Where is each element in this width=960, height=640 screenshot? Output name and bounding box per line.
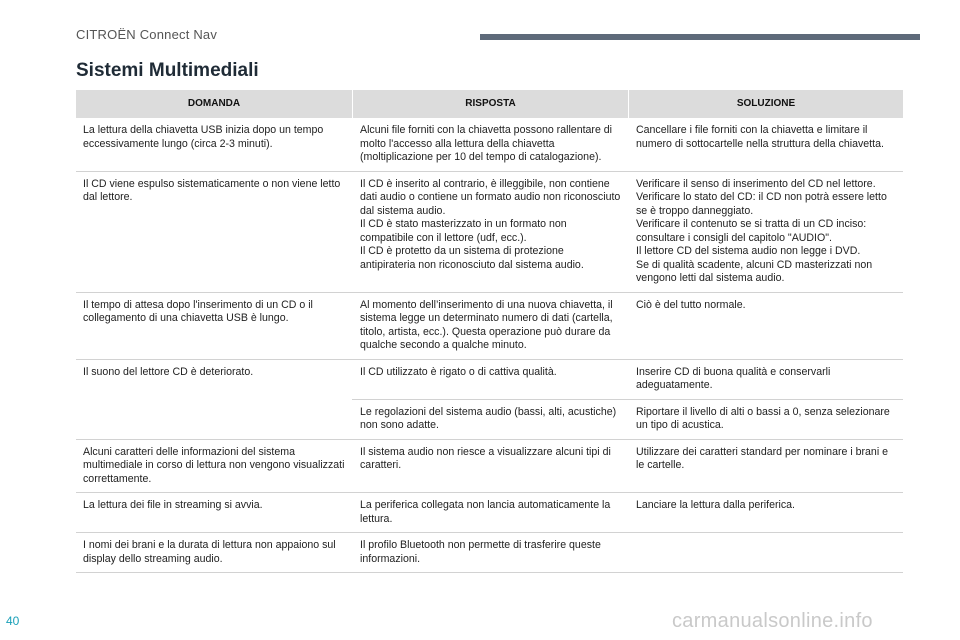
column-header-risposta: RISPOSTA (352, 90, 628, 118)
solution-cell (628, 533, 903, 572)
table-row (76, 533, 903, 573)
question-cell: Alcuni caratteri delle informazioni del sistema multimediale in corso di lettura non vengono visualizzati correttamente. (83, 445, 345, 485)
column-header-soluzione: SOLUZIONE (628, 90, 903, 118)
question-cell: Il tempo di attesa dopo l'inserimento di un CD o il collegamento di una chiavetta USB è lungo. (83, 298, 313, 324)
answer-row (352, 360, 903, 400)
solution-cell: Utilizzare dei caratteri standard per nominare i brani e le cartelle. (628, 440, 903, 479)
answer-row (352, 293, 903, 359)
solution-cell: Inserire CD di buona qualità e conservarli adeguatamente. (628, 360, 903, 399)
answer-row (352, 400, 903, 439)
watermark: carmanualsonline.info (672, 610, 873, 632)
solution-cell: Ciò è del tutto normale. (628, 293, 903, 359)
answer-row (352, 493, 903, 532)
faq-table (76, 90, 903, 573)
table-row (76, 293, 903, 360)
answer-row (352, 118, 903, 171)
answer-group (352, 493, 903, 532)
solution-cell: Riportare il livello di alti o bassi a 0, senza selezionare un tipo di acustica. (628, 400, 903, 439)
table-header-row (76, 90, 903, 118)
brand-header: CITROËN Connect Nav (76, 27, 218, 42)
answer-cell: Le regolazioni del sistema audio (bassi, alti, acustiche) non sono adatte. (352, 400, 628, 439)
table-row (76, 440, 903, 494)
answer-group (352, 172, 903, 292)
answer-group (352, 360, 903, 439)
table-row (76, 118, 903, 172)
answer-cell: La periferica collegata non lancia automaticamente la lettura. (352, 493, 628, 532)
answer-cell: Il CD utilizzato è rigato o di cattiva qualità. (352, 360, 628, 399)
answer-cell: Al momento dell’inserimento di una nuova chiavetta, il sistema legge un determinato numero di dati (cartella, titolo, artista, ecc.). Questa operazione può durare da qualche secondo a qualche minuto. (352, 293, 628, 359)
answer-group (352, 118, 903, 171)
answer-group (352, 533, 903, 572)
page-number: 40 (6, 614, 20, 628)
answer-cell: Il sistema audio non riesce a visualizzare alcuni tipi di caratteri. (352, 440, 628, 479)
column-header-domanda: DOMANDA (187, 98, 241, 109)
answer-row (352, 440, 903, 479)
answer-cell: Il CD è inserito al contrario, è illeggibile, non contiene dati audio o contiene un formato audio non riconosciuto dal sistema audio. Il CD è stato masterizzato in un formato non compatibile con il lettore (udf, ecc.). Il CD è protetto da un sistema di protezione antipirateria non riconosciuto dal sistema audio. (352, 172, 628, 292)
table-row (76, 360, 903, 440)
table-row (76, 493, 903, 533)
question-cell: La lettura della chiavetta USB inizia dopo un tempo eccessivamente lungo (circa 2-3 minuti). (83, 124, 324, 150)
question-cell: La lettura dei file in streaming si avvia. (83, 499, 263, 511)
table-row (76, 172, 903, 293)
answer-row (352, 172, 903, 292)
page-title: Sistemi Multimediali (76, 60, 259, 81)
question-cell: Il suono del lettore CD è deteriorato. (83, 365, 254, 378)
solution-cell: Lanciare la lettura dalla periferica. (628, 493, 903, 532)
question-cell: I nomi dei brani e la durata di lettura non appaiono sul display dello streaming audio. (83, 539, 336, 565)
table-body (76, 118, 903, 573)
header-bar (480, 34, 920, 40)
answer-cell: Alcuni file forniti con la chiavetta possono rallentare di molto l'accesso alla lettura della chiavetta (moltiplicazione per 10 del tempo di catalogazione). (352, 118, 628, 171)
answer-row (352, 533, 903, 572)
answer-cell: Il profilo Bluetooth non permette di trasferire queste informazioni. (352, 533, 628, 572)
question-cell: Il CD viene espulso sistematicamente o non viene letto dal lettore. (83, 177, 341, 203)
solution-cell: Cancellare i file forniti con la chiavetta e limitare il numero di sottocartelle nella struttura della chiavetta. (628, 118, 903, 171)
answer-group (352, 440, 903, 493)
answer-group (352, 293, 903, 359)
solution-cell: Verificare il senso di inserimento del CD nel lettore. Verificare lo stato del CD: il CD non potrà essere letto se è troppo danneggiato. Verificare il contenuto se si tratta di un CD inciso: consultare i consigli del capitolo "AUDIO". Il lettore CD del sistema audio non legge i DVD. Se di qualità scadente, alcuni CD masterizzati non vengono letti dal sistema audio. (628, 172, 903, 292)
